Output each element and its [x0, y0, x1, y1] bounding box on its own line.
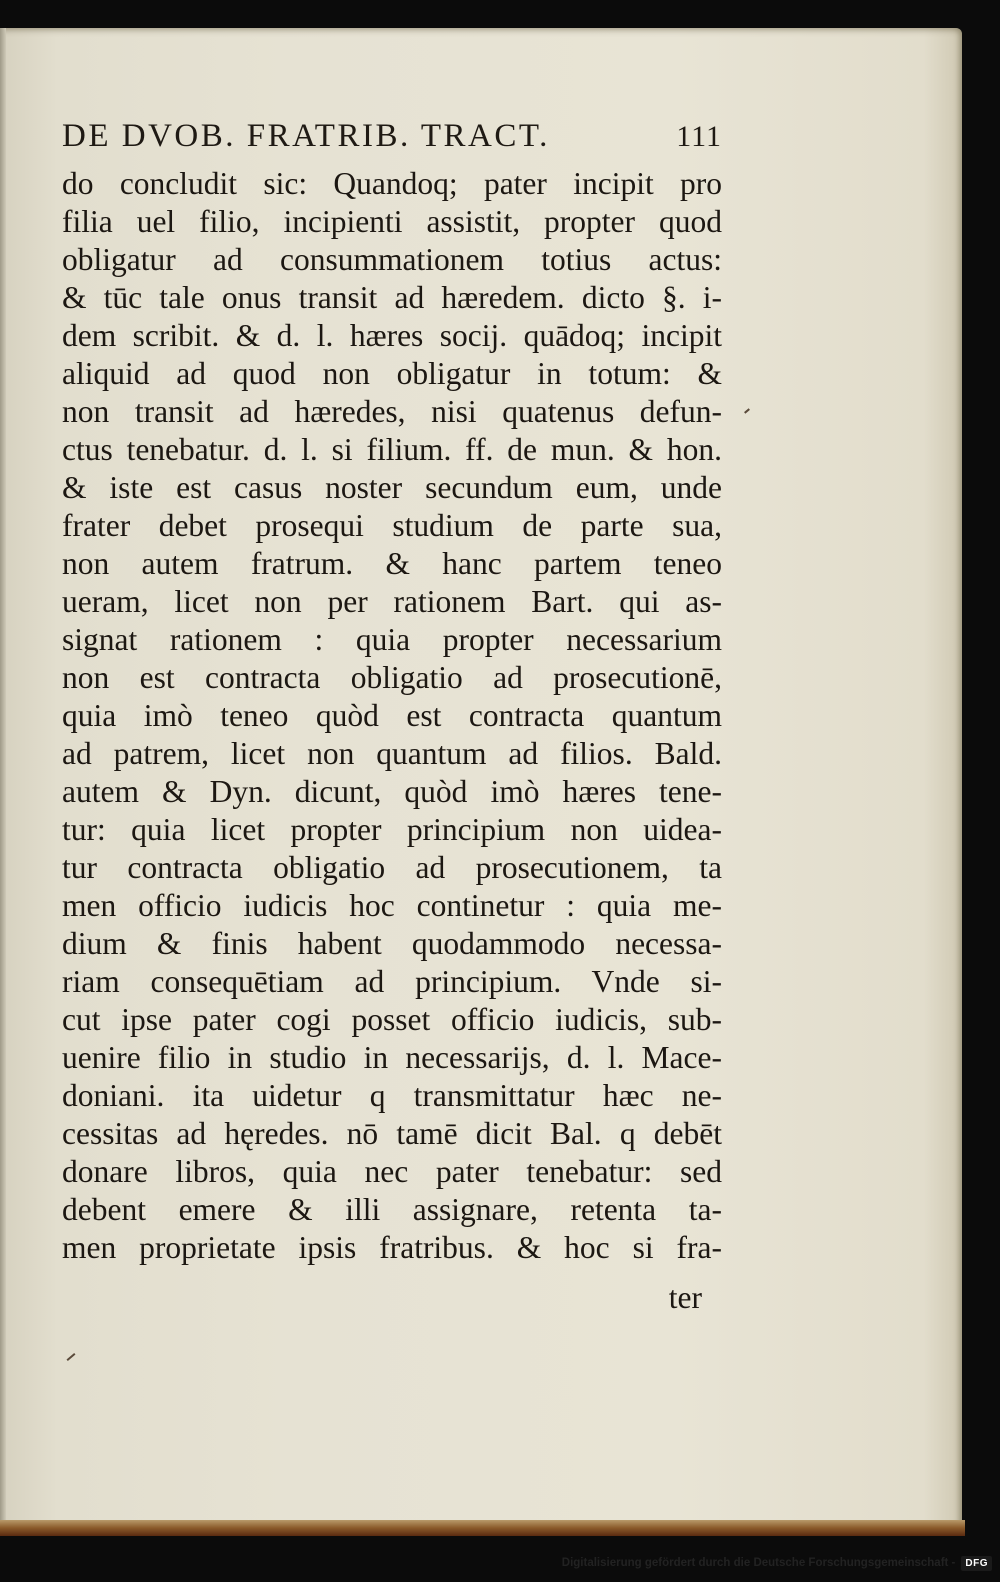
text-line: men officio iudicis hoc continetur : quia me-	[62, 888, 722, 923]
text-line: signat rationem : quia propter necessarium	[62, 622, 722, 657]
text-line: ad patrem, licet non quantum ad filios. Bald.	[62, 736, 722, 771]
text-line: dem scribit. & d. l. hæres socij. quādoq; incipit	[62, 318, 722, 353]
text-line: ueram, licet non per rationem Bart. qui as-	[62, 584, 722, 619]
text-line: ctus tenebatur. d. l. si filium. ff. de mun. & hon.	[62, 432, 722, 467]
text-line: donare libros, quia nec pater tenebatur: sed	[62, 1154, 722, 1189]
text-line: dium & finis habent quodammodo necessa-	[62, 926, 722, 961]
folio-number: 111	[676, 120, 722, 153]
text-line: men proprietate ipsis fratribus. & hoc si fra-	[62, 1230, 722, 1265]
text-line: debent emere & illi assignare, retenta ta-	[62, 1192, 722, 1227]
body-text	[62, 165, 722, 1267]
digitization-credit	[562, 1552, 992, 1574]
text-line: do concludit sic: Quandoq; pater incipit pro	[62, 166, 722, 201]
page-gutter-edge	[0, 28, 6, 1533]
text-line: autem & Dyn. dicunt, quòd imò hæres tene-	[62, 774, 722, 809]
text-line: & tūc tale onus transit ad hæredem. dicto §. i-	[62, 280, 722, 315]
text-line: doniani. ita uidetur q transmittatur hæc ne-	[62, 1078, 722, 1113]
text-line: frater debet prosequi studium de parte sua,	[62, 508, 722, 543]
text-line: & iste est casus noster secundum eum, unde	[62, 470, 722, 505]
text-line: non transit ad hæredes, nisi quatenus defun-	[62, 394, 722, 429]
page-bottom-edge	[0, 1520, 965, 1536]
running-head	[62, 118, 722, 164]
text-line: quia imò teneo quòd est contracta quantum	[62, 698, 722, 733]
text-line: cessitas ad hęredes. nō tamē dicit Bal. q debēt	[62, 1116, 722, 1151]
running-head-title: DE DVOB. FRATRIB. TRACT.	[62, 118, 550, 154]
text-line: aliquid ad quod non obligatur in totum: &	[62, 356, 722, 391]
text-line: obligatur ad consummationem totius actus:	[62, 242, 722, 277]
text-line: cut ipse pater cogi posset officio iudicis, sub-	[62, 1002, 722, 1037]
text-line: tur: quia licet propter principium non uidea-	[62, 812, 722, 847]
text-line: uenire filio in studio in necessarijs, d. l. Mace-	[62, 1040, 722, 1075]
catchword: ter	[668, 1280, 702, 1315]
dfg-logo: DFG	[961, 1556, 992, 1571]
text-line: tur contracta obligatio ad prosecutionem, ta	[62, 850, 722, 885]
text-line: filia uel filio, incipienti assistit, propter quod	[62, 204, 722, 239]
text-line: riam consequētiam ad principium. Vnde si-	[62, 964, 722, 999]
text-line: non autem fratrum. & hanc partem teneo	[62, 546, 722, 581]
credit-text: Digitalisierung gefördert durch die Deutsche Forschungsgemeinschaft -	[561, 1557, 956, 1569]
text-line: non est contracta obligatio ad prosecutionē,	[62, 660, 722, 695]
